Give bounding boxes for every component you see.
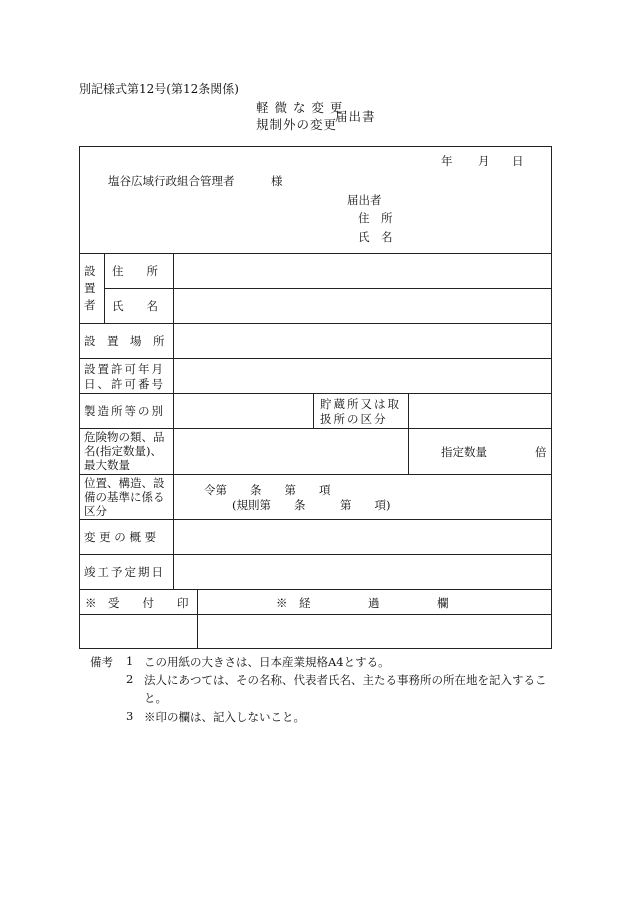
- date-year-label: 年: [441, 154, 453, 168]
- note-number: 1: [126, 654, 134, 668]
- notifier-address-label: 住 所: [358, 211, 393, 225]
- order-article-line: 令第 条 第 項: [204, 483, 331, 497]
- notifier-label: 届出者: [347, 193, 382, 207]
- notes-label: 備考: [90, 655, 113, 669]
- note-text-continued: と。: [144, 691, 167, 705]
- note-number: 2: [126, 672, 134, 686]
- date-month-label: 月: [478, 154, 490, 168]
- progress-column-label: ※ 経 過 欄: [276, 596, 449, 610]
- hazmat-label: 危険物の類、品名(指定数量)、最大数量: [84, 430, 165, 472]
- install-location-label: 設 置 場 所: [84, 334, 165, 348]
- reception-stamp-label: ※ 受 付 印: [85, 596, 189, 610]
- note-number: 3: [126, 709, 134, 723]
- completion-date-label: 竣工予定期日: [84, 565, 165, 579]
- times-label: 倍: [535, 445, 547, 459]
- installer-name-label: 氏 名: [112, 299, 158, 313]
- facility-type-label: 製造所等の別: [84, 404, 165, 418]
- storage-type-label: 貯蔵所又は取扱所の区分: [320, 397, 401, 426]
- note-text: ※印の欄は、記入しないこと。: [144, 710, 305, 724]
- installer-group-label: 設置者: [84, 264, 96, 312]
- note-text: 法人にあつては、その名称、代表者氏名、主たる事務所の所在地を記入するこ: [144, 673, 547, 687]
- date-day-label: 日: [512, 154, 524, 168]
- title-suffix: 届出書: [335, 109, 376, 124]
- form-label: 別記様式第12号(第12条関係): [79, 82, 239, 96]
- permit-date-label: 設置許可年月日、許可番号: [84, 362, 165, 391]
- change-summary-label: 変 更 の 概 要: [84, 530, 157, 544]
- note-text: この用紙の大きさは、日本産業規格A4とする。: [144, 655, 390, 669]
- installer-address-label: 住 所: [112, 264, 158, 278]
- standards-label: 位置、構造、設備の基準に係る区分: [84, 476, 165, 518]
- designated-quantity-label: 指定数量: [441, 445, 487, 459]
- rule-article-line: (規則第 条 第 項): [232, 498, 391, 512]
- honorific: 様: [271, 174, 283, 188]
- title-option-unregulated-change: 規制外の変更: [256, 117, 338, 132]
- notifier-name-label: 氏 名: [358, 230, 393, 244]
- title-option-minor-change: 軽 微 な 変 更: [256, 100, 344, 115]
- addressee: 塩谷広域行政組合管理者: [108, 174, 235, 188]
